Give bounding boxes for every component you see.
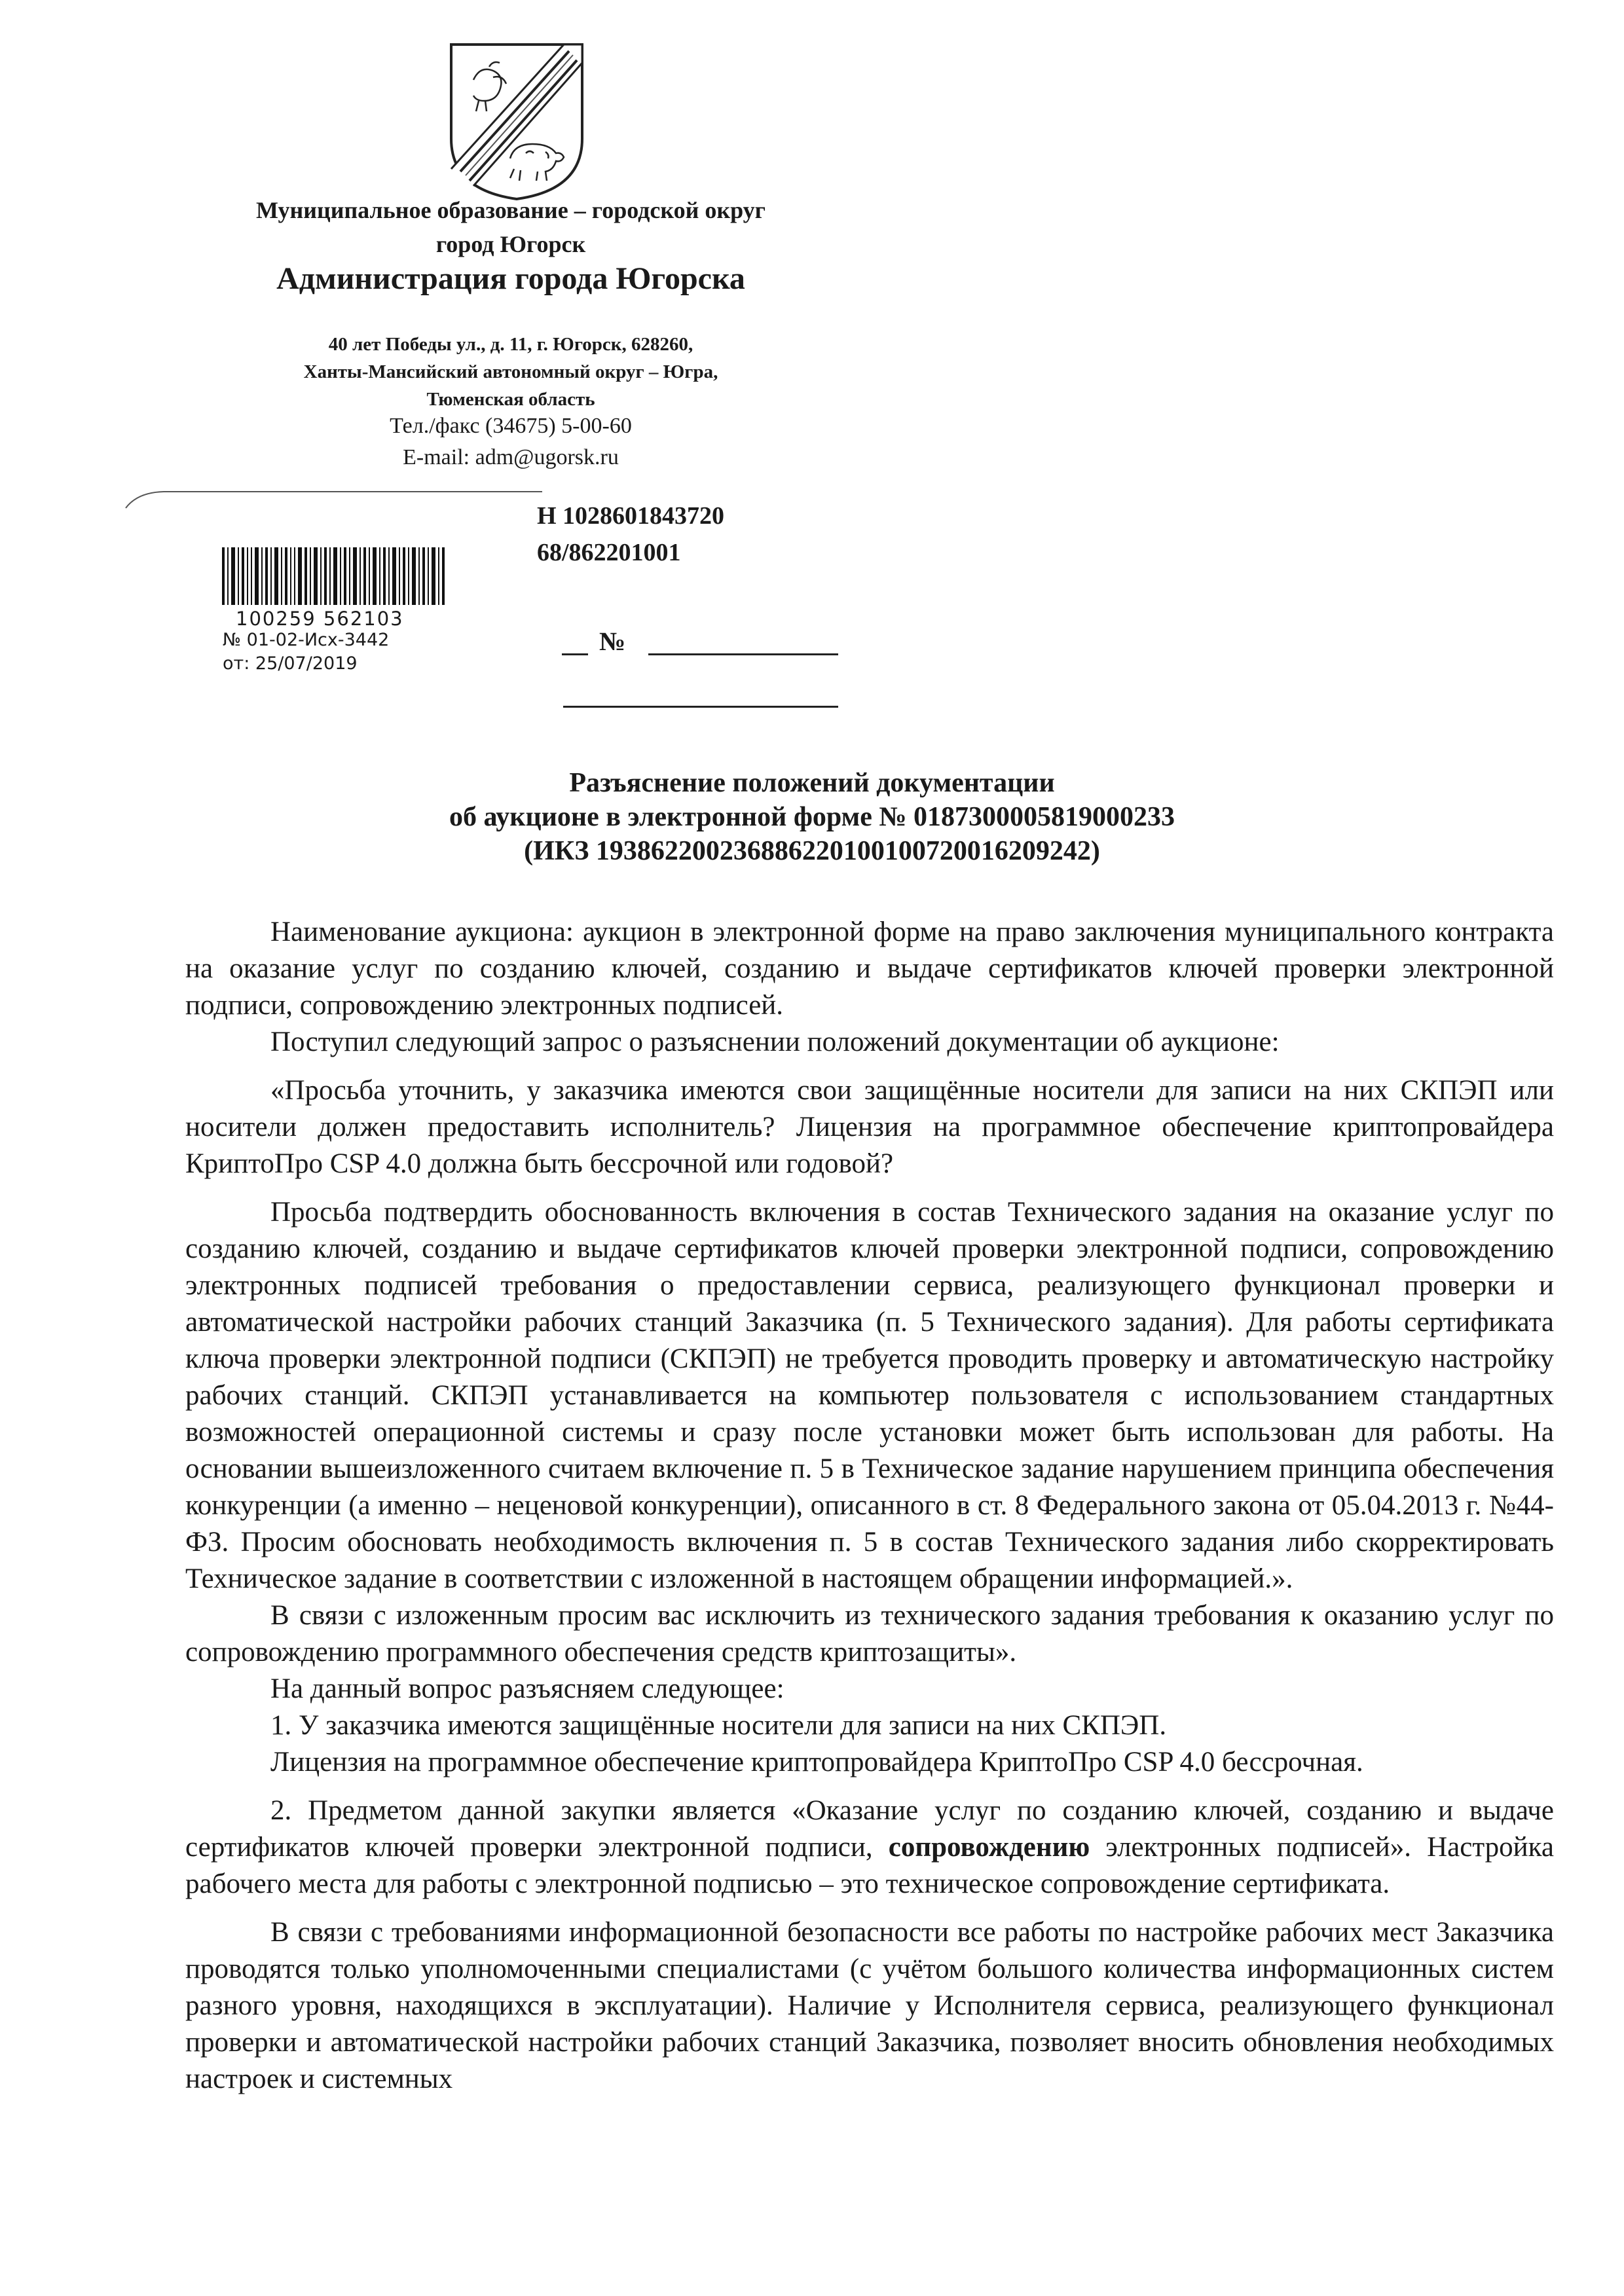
- paragraph-auction-name: Наименование аукциона: аукцион в электронной форме на право заключения муниципального контракта на оказание услуг по созданию ключей, созданию и выдаче сертификатов ключей проверки электронной подписи, сопровождению электронных подписей.: [185, 917, 1554, 1021]
- barcode-number: 100259 562103: [236, 608, 404, 630]
- stamp-edge-line: [124, 490, 544, 509]
- address-line2: Ханты-Мансийский автономный округ – Югра,: [303, 361, 718, 382]
- paragraph-answer-1: 1. У заказчика имеются защищённые носители для записи на них СКПЭП.: [270, 1710, 1167, 1741]
- paragraph-request-question: «Просьба уточнить, у заказчика имеются свои защищённые носители для записи на них СКПЭП или носители должен предоставить исполнитель? Лицензия на программное обеспечение криптопровайдера КриптоПро CSP 4.0 должна быть бессрочной или годовой?: [185, 1075, 1554, 1179]
- org-name-line2: город Югорск: [435, 231, 586, 257]
- administration-name: Администрация города Югорска: [276, 261, 745, 296]
- outgoing-number-label: №: [599, 627, 626, 656]
- email-address: E-mail: adm@ugorsk.ru: [403, 445, 619, 469]
- date-blank-line: [562, 653, 588, 655]
- ogrn-number: Н 1028601843720: [537, 502, 725, 530]
- address-line3: Тюменская область: [426, 389, 595, 410]
- number-blank-line: [648, 653, 838, 655]
- paragraph-request-intro: Поступил следующий запрос о разъяснении положений документации об аукционе:: [270, 1027, 1280, 1057]
- paragraph-license: Лицензия на программное обеспечение криптопровайдера КриптоПро CSP 4.0 бессрочная.: [270, 1747, 1363, 1777]
- document-title-line3: (ИКЗ 193862200236886220100100720016209242): [524, 836, 1100, 866]
- document-title-line2: об аукционе в электронной форме № 0187300005819000233: [449, 802, 1175, 832]
- paragraph-answer-intro: На данный вопрос разъясняем следующее:: [270, 1673, 784, 1704]
- answer-2-bold-word: сопровождению: [888, 1832, 1090, 1863]
- org-name-line1: Муниципальное образование – городской округ: [255, 197, 766, 223]
- reference-blank-line: [563, 706, 838, 708]
- paragraph-request-justification: Просьба подтвердить обоснованность включения в состав Технического задания на оказание услуг по созданию ключей, созданию и выдаче сертификатов ключей проверки электронной подписи, сопровождению электронных подписей требования о предоставлении сервиса, реализующего функционал проверки и автоматической настройки рабочих станций Заказчика (п. 5 Технического задания). Для работы сертификата ключа проверки электронной подписи (СКПЭП) не требуется проводить проверку и автоматическую настройку рабочих станций. СКПЭП устанавливается на компьютер пользователя с использованием стандартных возможностей операционной системы и сразу после установки может быть использован для работы. На основании вышеизложенного считаем включение п. 5 в Техническое задание нарушением принципа обеспечения конкуренции (а именно – неценовой конкуренции), описанного в ст. 8 Федерального закона от 05.04.2013 г. №44-ФЗ. Просим обосновать необходимость включения п. 5 в состав Технического задания либо скорректировать Техническое задание в соответствии с изложенной в настоящем обращении информацией.».: [185, 1197, 1554, 1594]
- coat-of-arms-emblem: [447, 41, 586, 202]
- registration-number: № 01-02-Исх-3442: [223, 630, 390, 650]
- document-title-line1: Разъяснение положений документации: [569, 768, 1055, 798]
- answer-2-text-a: 2. Предметом данной закупки является «Оказание услуг по созданию ключей, созданию и выдаче сертификатов ключей проверки электронной подписи,: [185, 1795, 1554, 1863]
- paragraph-answer-2: [185, 1793, 1554, 1903]
- phone-fax: Тел./факс (34675) 5-00-60: [390, 414, 632, 438]
- inn-kpp-number: 68/862201001: [537, 539, 681, 566]
- registration-date: от: 25/07/2019: [223, 653, 358, 674]
- paragraph-request-conclusion: В связи с изложенным просим вас исключить из технического задания требования к оказанию услуг по сопровождению программного обеспечения средств криптозащиты».: [185, 1600, 1554, 1667]
- address-line1: 40 лет Победы ул., д. 11, г. Югорск, 628260,: [328, 334, 693, 355]
- paragraph-security: В связи с требованиями информационной безопасности все работы по настройке рабочих мест Заказчика проводятся только уполномоченными специалистами (с учётом большого количества информационных систем разного уровня, находящихся в эксплуатации). Наличие у Исполнителя сервиса, реализующего функционал проверки и автоматической настройки рабочих станций Заказчика, позволяет вносить обновления необходимых настроек и системных: [185, 1917, 1554, 2094]
- answer-2-text-b: электронных подписей». Настройка рабочего места для работы с электронной подписью – это техническое сопровождение сертификата.: [185, 1832, 1554, 1899]
- document-body: [185, 914, 1554, 2098]
